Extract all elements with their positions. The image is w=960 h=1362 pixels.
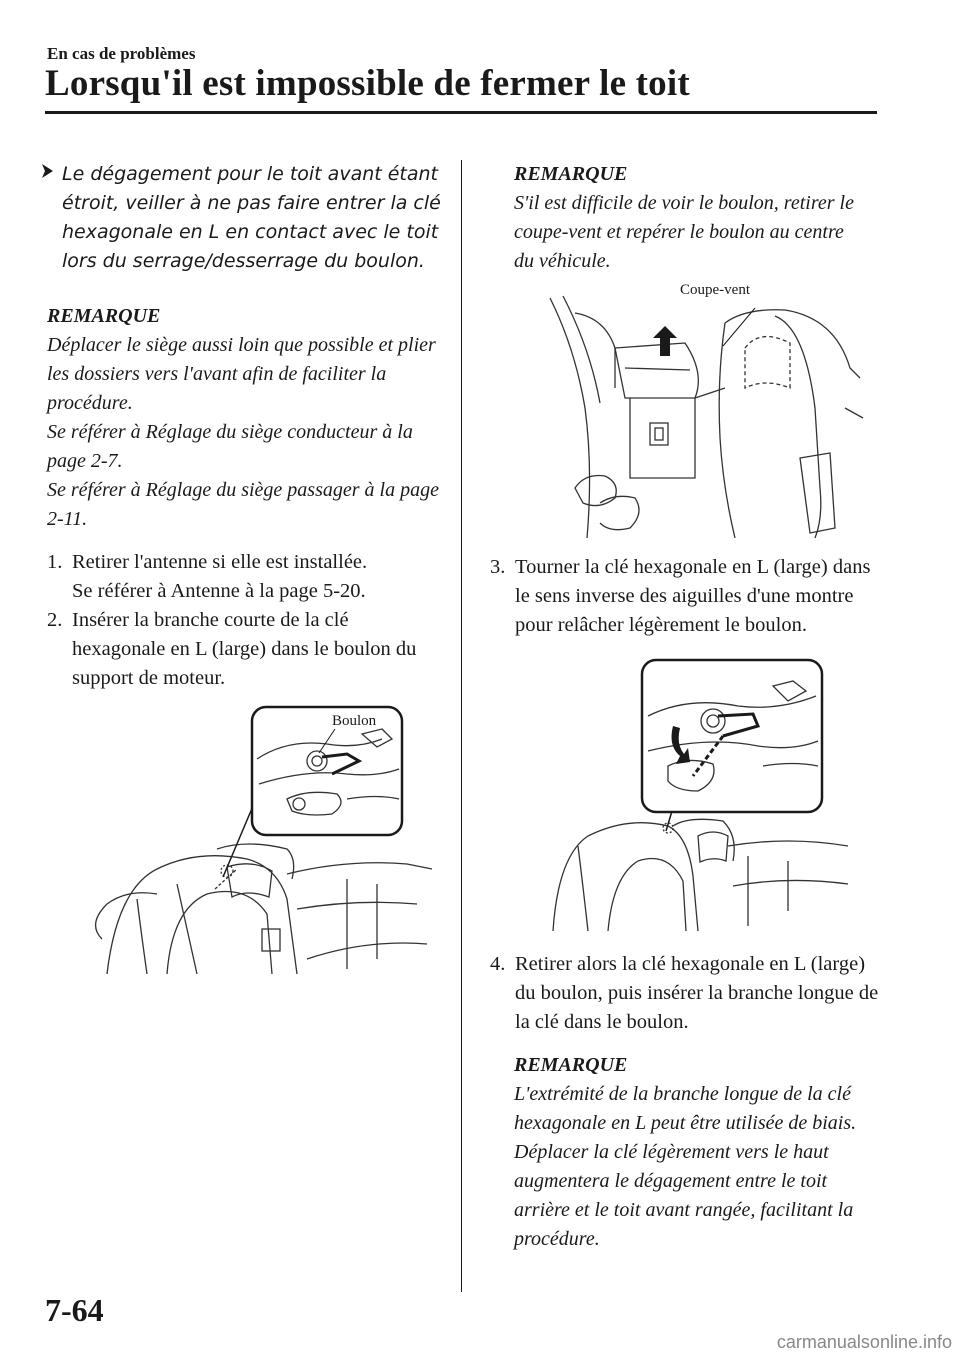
right-column (490, 160, 885, 1254)
note-heading: REMARQUE (514, 1054, 628, 1076)
figure-callout-label: Boulon (332, 713, 377, 729)
caution-block (40, 160, 442, 276)
note-text: L'extrémité de la branche longue de la clé hexagonale en L peut être utilisée de biais. Déplacer la clé légèrement vers le haut augmentera le dégagement entre le toit arrière et le toit avant rangée, facilitant la procédure. (514, 1083, 857, 1250)
section-label: En cas de problèmes (47, 44, 196, 63)
page-number: 7-64 (45, 1292, 104, 1328)
note-text: S'il est difficile de voir le boulon, retirer le coupe-vent et repérer le boulon au centre du véhicule. (514, 192, 854, 272)
page-title: Lorsqu'il est impossible de fermer le toit (45, 63, 690, 104)
step-number: 1. (47, 551, 63, 573)
caution-text: Le dégagement pour le toit avant étant étroit, veiller à ne pas faire entrer la clé hexagonale en L en contact avec le toit lors du serrage/desserrage du boulon. (62, 163, 441, 272)
step-reference: Se référer à Antenne à la page 5-20. (72, 580, 366, 602)
figure-loosen-bolt (548, 656, 868, 936)
step-3 (490, 553, 885, 640)
note-line: Se référer à Réglage du siège conducteur à la page 2-7. (47, 421, 413, 472)
note-heading: REMARQUE (514, 163, 628, 185)
note-line: Se référer à Réglage du siège passager à la page 2-11. (47, 479, 439, 530)
step-1 (47, 548, 442, 606)
step-text: Retirer alors la clé hexagonale en L (large) du boulon, puis insérer la branche longue de la clé dans le boulon. (515, 953, 879, 1033)
step-4 (490, 950, 885, 1037)
windbreaker-illustration (545, 288, 865, 543)
step-number: 2. (47, 609, 63, 631)
figure-windbreaker (545, 282, 865, 543)
step-number: 4. (490, 953, 506, 975)
step-2 (47, 606, 442, 693)
loosen-bolt-illustration (548, 656, 868, 936)
step-number: 3. (490, 556, 506, 578)
note-line: Déplacer le siège aussi loin que possible et plier les dossiers vers l'avant afin de faciliter la procédure. (47, 334, 436, 414)
watermark: carmanualsonline.info (776, 1332, 952, 1352)
arrowhead-icon (40, 160, 62, 276)
column-divider (461, 160, 462, 1292)
left-column (47, 160, 442, 989)
step-text: Retirer l'antenne si elle est installée. (72, 551, 368, 573)
figure-callout-label: Coupe-vent (680, 282, 750, 298)
bolt-illustration (47, 699, 442, 989)
figure-bolt (47, 699, 442, 989)
step-text: Insérer la branche courte de la clé hexagonale en L (large) dans le boulon du support de moteur. (72, 609, 417, 689)
title-rule (45, 111, 877, 114)
note-heading: REMARQUE (47, 305, 161, 327)
step-text: Tourner la clé hexagonale en L (large) dans le sens inverse des aiguilles d'une montre pour relâcher légèrement le boulon. (515, 556, 871, 636)
